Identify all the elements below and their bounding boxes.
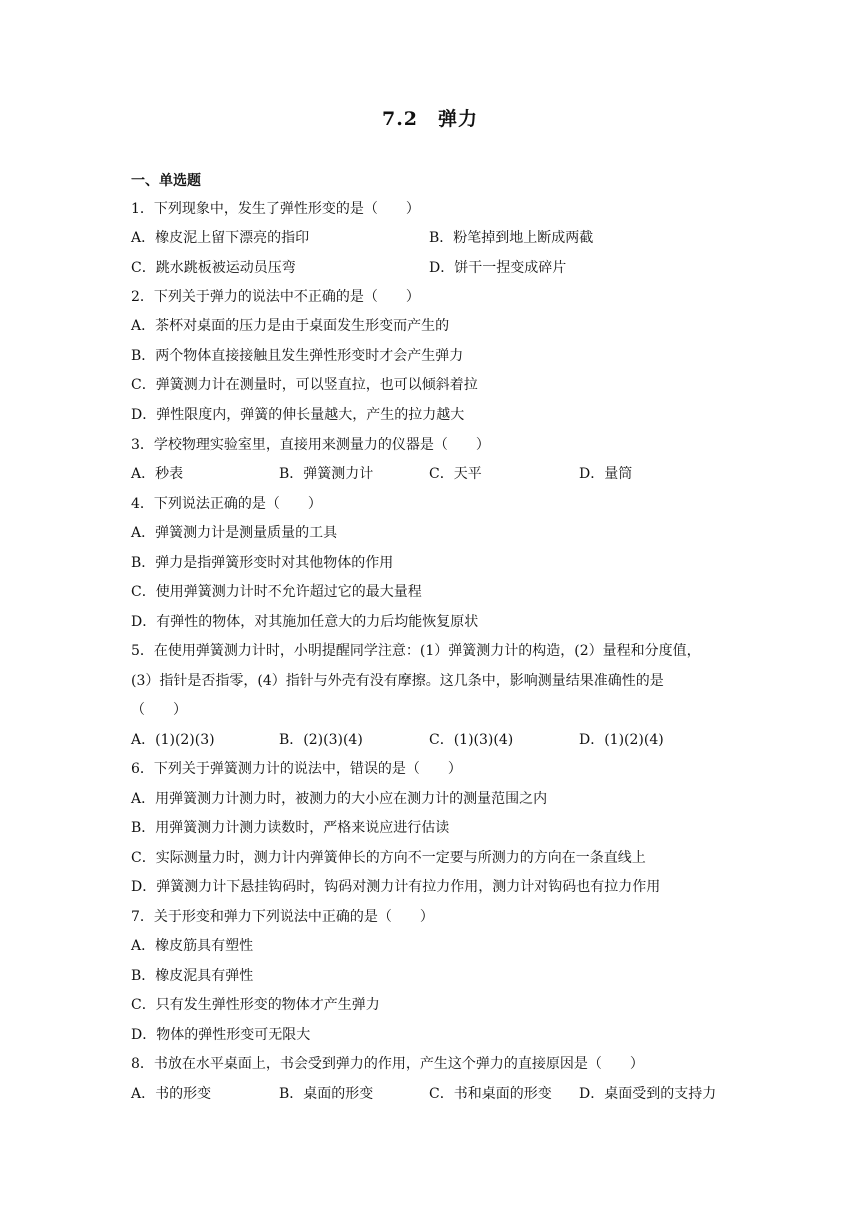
question-1-option-c: C．跳水跳板被运动员压弯 [131, 260, 296, 276]
question-6-stem: 6．下列关于弹簧测力计的说法中，错误的是（ ） [131, 761, 462, 777]
question-2-option-a: A．茶杯对桌面的压力是由于桌面发生形变而产生的 [131, 318, 450, 334]
question-7-option-c: C．只有发生弹性形变的物体才产生弹力 [131, 997, 380, 1013]
question-1-option-d: D．饼干一捏变成碎片 [429, 260, 567, 276]
page-title: 7.2 弹力 [381, 108, 479, 130]
question-5-option-c: C．(1)(3)(4) [429, 732, 514, 748]
question-8-option-c: C．书和桌面的形变 [429, 1086, 552, 1102]
section-heading: 一、单选题 [131, 173, 201, 189]
question-1-option-b: B．粉笔掉到地上断成两截 [429, 230, 594, 246]
question-4-option-b: B．弹力是指弹簧形变时对其他物体的作用 [131, 555, 394, 571]
question-6-option-d: D．弹簧测力计下悬挂钩码时，钩码对测力计有拉力作用，测力计对钩码也有拉力作用 [131, 879, 661, 895]
question-5-option-d: D．(1)(2)(4) [579, 732, 664, 748]
question-2-option-d: D．弹性限度内，弹簧的伸长量越大，产生的拉力越大 [131, 407, 465, 423]
question-8-option-a: A．书的形变 [131, 1086, 212, 1102]
question-4-stem: 4．下列说法正确的是（ ） [131, 496, 322, 512]
question-5-option-a: A．(1)(2)(3) [131, 732, 215, 748]
question-7-option-b: B．橡皮泥具有弹性 [131, 968, 254, 984]
question-4-option-d: D．有弹性的物体，对其施加任意大的力后均能恢复原状 [131, 614, 479, 630]
question-6-option-a: A．用弹簧测力计测力时，被测力的大小应在测力计的测量范围之内 [131, 791, 548, 807]
question-2-option-c: C．弹簧测力计在测量时，可以竖直拉，也可以倾斜着拉 [131, 377, 478, 393]
question-3-option-b: B．弹簧测力计 [279, 466, 374, 482]
question-6-option-c: C．实际测量力时，测力计内弹簧伸长的方向不一定要与所测力的方向在一条直线上 [131, 850, 646, 866]
question-8-stem: 8．书放在水平桌面上，书会受到弹力的作用，产生这个弹力的直接原因是（ ） [131, 1056, 644, 1072]
question-3-stem: 3．学校物理实验室里，直接用来测量力的仪器是（ ） [131, 437, 490, 453]
question-4-option-a: A．弹簧测力计是测量质量的工具 [131, 525, 338, 541]
question-8-option-d: D．桌面受到的支持力 [579, 1086, 717, 1102]
question-3-option-d: D．量筒 [579, 466, 633, 482]
question-6-option-b: B．用弹簧测力计测力读数时，严格来说应进行估读 [131, 820, 450, 836]
question-7-option-d: D．物体的弹性形变可无限大 [131, 1027, 311, 1043]
question-5-stem-line-3: （ ） [131, 702, 187, 718]
question-7-stem: 7．关于形变和弹力下列说法中正确的是（ ） [131, 909, 434, 925]
question-4-option-c: C．使用弹簧测力计时不允许超过它的最大量程 [131, 584, 422, 600]
question-7-option-a: A．橡皮筋具有塑性 [131, 938, 254, 954]
question-2-option-b: B．两个物体直接接触且发生弹性形变时才会产生弹力 [131, 348, 464, 364]
question-2-stem: 2．下列关于弹力的说法中不正确的是（ ） [131, 289, 420, 305]
question-1-stem: 1．下列现象中，发生了弹性形变的是（ ） [131, 201, 420, 217]
question-8-option-b: B．桌面的形变 [279, 1086, 374, 1102]
question-5-option-b: B．(2)(3)(4) [279, 732, 363, 748]
question-3-option-a: A．秒表 [131, 466, 184, 482]
question-3-option-c: C．天平 [429, 466, 482, 482]
question-5-stem-line-2: (3）指针是否指零，(4）指针与外壳有没有摩擦。这几条中，影响测量结果准确性的是 [131, 673, 664, 689]
question-1-option-a: A．橡皮泥上留下漂亮的指印 [131, 230, 310, 246]
question-5-stem-line-1: 5．在使用弹簧测力计时，小明提醒同学注意：(1）弹簧测力计的构造，(2）量程和分度值， [131, 643, 701, 659]
